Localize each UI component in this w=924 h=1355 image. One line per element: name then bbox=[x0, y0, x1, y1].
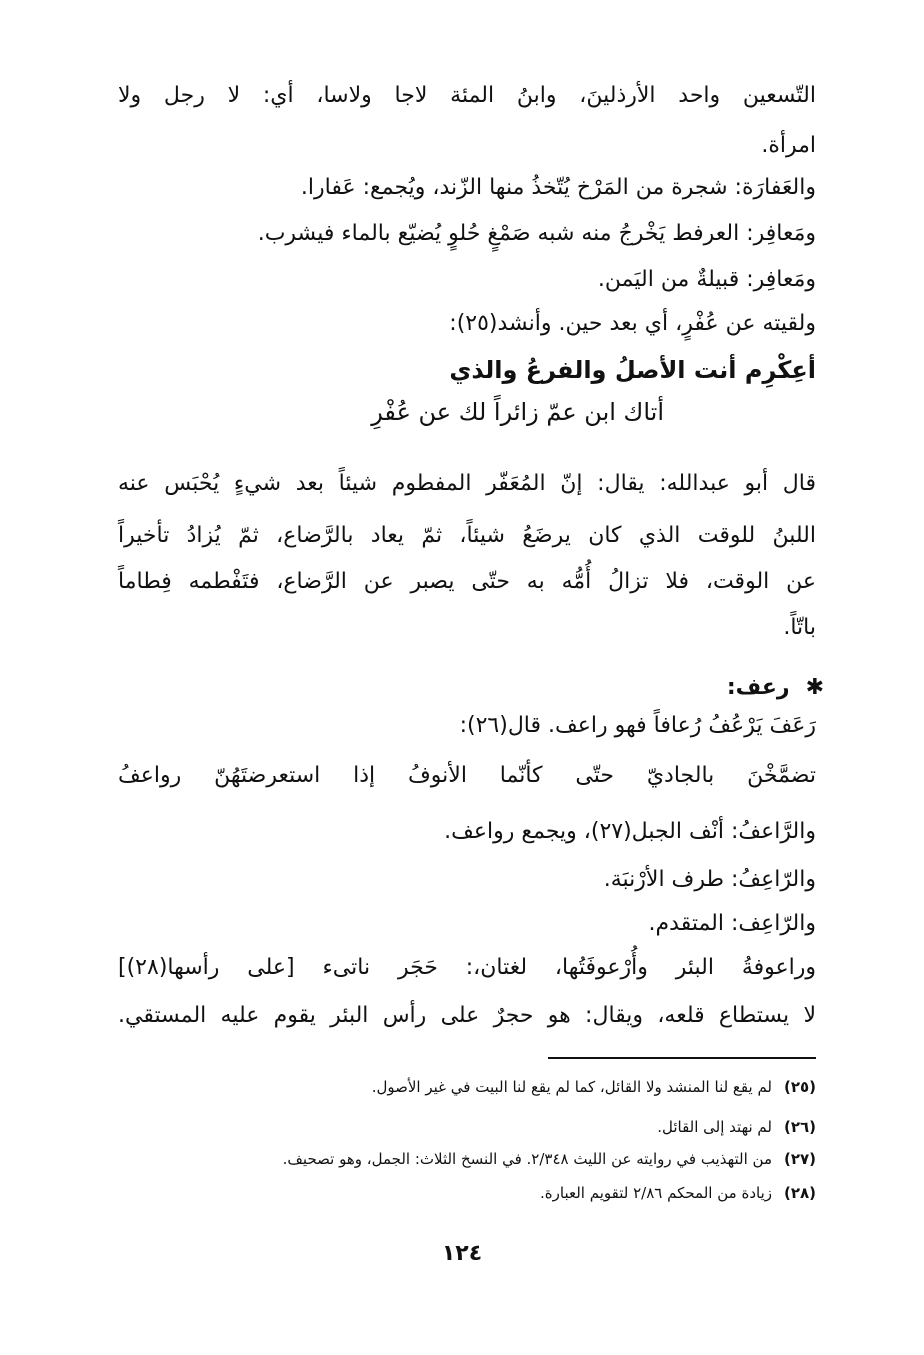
footnote bbox=[372, 1074, 816, 1100]
text-line: والرَّاعفُ: أنْف الجبل(٢٧)، ويجمع رواعف. bbox=[444, 819, 816, 844]
text-line: باتّاً. bbox=[783, 615, 816, 640]
text-line: والعَفارَة: شجرة من المَرْخ يُتّخذُ منها الزّند، ويُجمع: عَفارا. bbox=[300, 175, 816, 200]
footnote-separator bbox=[548, 1057, 816, 1059]
text-line: قال أبو عبدالله: يقال: إنّ المُعَفّر المفطوم شيئاً بعد شيءٍ يُحْبَس عنه bbox=[118, 471, 816, 496]
text-line: ولقيته عن عُفْرٍ، أي بعد حين. وأنشد(٢٥): bbox=[449, 311, 816, 336]
text-line: وراعوفةُ البئر وأُرْعوفَتُها، لغتان،: حَجَر ناتىء [على رأسها(٢٨)] bbox=[118, 955, 816, 980]
footnote-text: لم نهتد إلى القائل. bbox=[657, 1118, 772, 1136]
footnote bbox=[283, 1146, 816, 1172]
footnote-number: (٢٥) bbox=[783, 1078, 816, 1096]
page-number: ١٢٤ bbox=[441, 1241, 483, 1266]
text-line: لا يستطاع قلعه، ويقال: هو حجرٌ على رأس البئر يقوم عليه المستقي. bbox=[118, 1003, 816, 1028]
text-line: التّسعين واحد الأرذلينَ، وابنُ المئة لاجا ولاسا، أي: لا رجل ولا bbox=[118, 83, 816, 108]
asterisk-icon: ✱ bbox=[805, 675, 824, 700]
text-line: ومَعافِر: قبيلةٌ من اليَمن. bbox=[597, 267, 816, 292]
footnote-number: (٢٨) bbox=[783, 1184, 816, 1202]
text-line: والرّاعِفُ: طرف الأرْنبَة. bbox=[603, 867, 816, 892]
footnote-number: (٢٧) bbox=[783, 1150, 816, 1168]
footnote bbox=[657, 1114, 816, 1140]
footnote-number: (٢٦) bbox=[783, 1118, 816, 1136]
footnote-text: لم يقع لنا المنشد ولا القائل، كما لم يقع لنا البيت في غير الأصول. bbox=[371, 1078, 772, 1096]
text-line: امرأة. bbox=[761, 133, 816, 158]
entry-heading-title: رعف: bbox=[726, 675, 790, 700]
footnote-text: من التهذيب في روايته عن الليث ٢/٣٤٨. في النسخ الثلاث: الجمل، وهو تصحيف. bbox=[282, 1150, 772, 1168]
poem-verse-second-hemistich: أتاك ابن عمّ زائراً لك عن عُفْرِ bbox=[371, 398, 664, 426]
footnote bbox=[540, 1180, 816, 1206]
text-line: رَعَفَ يَرْعُفُ رُعافاً فهو راعف. قال(٢٦): bbox=[459, 713, 816, 738]
footnote-text: زيادة من المحكم ٢/٨٦ لتقويم العبارة. bbox=[540, 1184, 772, 1202]
poem-line: تضمَّخْنَ بالجاديّ حتّى كأنّما الأنوفُ إذا استعرضتَهُنّ رواعفُ bbox=[118, 763, 816, 788]
text-line: اللبنُ للوقت الذي كان يرضَعُ شيئاً، ثمّ يعاد بالرَّضاع، ثمّ يُزادُ تأخيراً bbox=[118, 523, 816, 548]
text-line: عن الوقت، فلا تزالُ أُمُّه به حتّى يصبر عن الرَّضاع، فتَفْطمه فِطاماً bbox=[118, 569, 816, 594]
text-line: ومَعافِر: العرفط يَخْرجُ منه شبه صَمْغٍ حُلوٍ يُضيّع بالماء فيشرب. bbox=[257, 221, 816, 246]
poem-verse-first-hemistich: أعِكْرِم أنت الأصلُ والفرعُ والذي bbox=[449, 356, 816, 384]
entry-heading bbox=[727, 668, 824, 708]
text-line: والرّاعِف: المتقدم. bbox=[648, 911, 816, 936]
